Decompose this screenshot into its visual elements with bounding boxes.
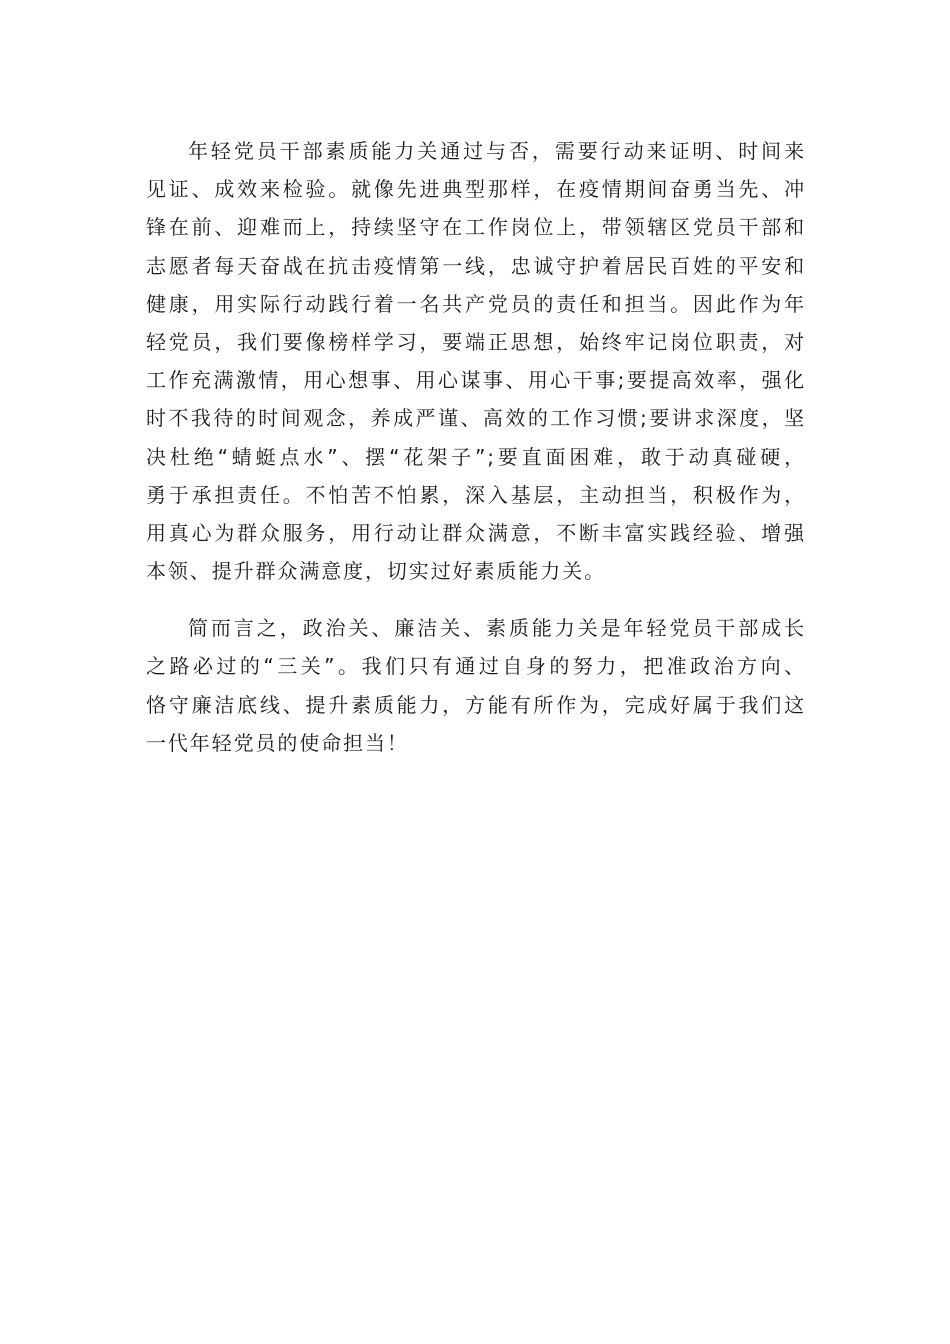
text-line: 志愿者每天奋战在抗击疫情第一线，忠诚守护着居民百姓的平安和 — [146, 253, 806, 278]
paragraph-2 — [146, 609, 806, 762]
text-line: 见证、成效来检验。就像先进典型那样，在疫情期间奋勇当先、冲 — [146, 177, 806, 202]
text-line: 恪守廉洁底线、提升素质能力，方能有所作为，完成好属于我们这 — [146, 692, 806, 717]
paragraph-1 — [146, 132, 806, 590]
text-line: 一代年轻党员的使命担当！ — [146, 730, 409, 755]
text-line: 简而言之，政治关、廉洁关、素质能力关是年轻党员干部成长 — [188, 616, 806, 641]
text-line: 时不我待的时间观念，养成严谨、高效的工作习惯;要讲求深度，坚 — [146, 406, 806, 431]
text-line: 勇于承担责任。不怕苦不怕累，深入基层，主动担当，积极作为， — [146, 482, 806, 507]
text-line: 健康，用实际行动践行着一名共产党员的责任和担当。因此作为年 — [146, 291, 806, 316]
text-line: 年轻党员干部素质能力关通过与否，需要行动来证明、时间来 — [188, 139, 806, 163]
text-line: 之路必过的“三关”。我们只有通过自身的努力，把准政治方向、 — [146, 654, 806, 679]
text-line: 本领、提升群众满意度，切实过好素质能力关。 — [146, 559, 606, 584]
text-line: 决杜绝“蜻蜓点水”、摆“花架子”;要直面困难，敢于动真碰硬， — [146, 444, 806, 469]
text-line: 轻党员，我们要像榜样学习，要端正思想，始终牢记岗位职责，对 — [146, 329, 806, 354]
text-line: 工作充满激情，用心想事、用心谋事、用心干事;要提高效率，强化 — [146, 368, 806, 393]
text-line: 用真心为群众服务，用行动让群众满意，不断丰富实践经验、增强 — [146, 520, 806, 545]
text-line: 锋在前、迎难而上，持续坚守在工作岗位上，带领辖区党员干部和 — [146, 215, 806, 240]
document-body — [146, 132, 806, 762]
